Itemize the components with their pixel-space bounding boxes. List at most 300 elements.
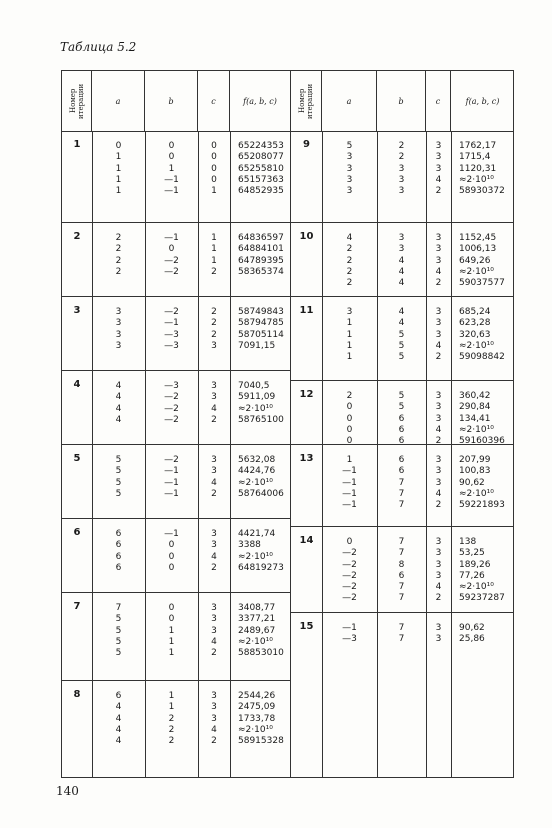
header-f-label: f(a, b, c) — [465, 96, 500, 106]
header-c-label: c — [211, 96, 216, 106]
cell-a: 2 — [346, 244, 353, 255]
cell-b: 0 — [168, 244, 175, 255]
cell-f: 58930372 — [459, 186, 505, 197]
cell-b: —1 — [164, 186, 179, 197]
cell-a: 0 — [346, 436, 353, 447]
cell-b: —1 — [164, 233, 179, 243]
iteration-number: 10 — [299, 231, 314, 242]
iteration-number: 15 — [299, 621, 314, 632]
cell-a: 5 — [115, 625, 122, 636]
cell-a: 4 — [115, 713, 122, 724]
cell-a-column — [322, 391, 377, 447]
cell-b: 3 — [398, 163, 405, 174]
cell-a: 2 — [115, 255, 122, 266]
cell-a: 0 — [346, 537, 353, 547]
header-c-label: c — [435, 96, 441, 106]
cell-c: 1 — [211, 255, 217, 266]
cell-b: 2 — [168, 724, 175, 735]
cell-c: 0 — [211, 163, 217, 174]
cell-f: 1006,13 — [459, 244, 497, 255]
cell-c: 1 — [211, 233, 217, 243]
cell-f: 623,28 — [459, 318, 491, 329]
cell-c-column — [426, 307, 451, 363]
cell-f: ≈2·10¹⁰ — [459, 174, 494, 185]
table-caption: Таблица 5.2 — [60, 40, 137, 54]
cell-f: 3388 — [238, 540, 261, 551]
cell-b: 2 — [398, 141, 405, 151]
cell-a-column — [322, 141, 377, 197]
cell-f: 1762,17 — [459, 141, 497, 151]
cell-f-column — [238, 141, 284, 197]
table-header — [291, 71, 514, 132]
cell-c: 1 — [211, 186, 217, 197]
cell-f: 5632,08 — [238, 455, 276, 465]
cell-a-column — [322, 307, 377, 363]
cell-c: 2 — [435, 436, 442, 447]
header-c — [426, 71, 451, 131]
cell-f: 2475,09 — [238, 702, 276, 713]
cell-b: 7 — [398, 582, 405, 593]
cell-c: 3 — [435, 477, 442, 488]
cell-b-column — [145, 141, 198, 197]
cell-f-column — [459, 455, 505, 511]
cell-f: 189,26 — [459, 559, 491, 570]
cell-c: 3 — [435, 623, 442, 633]
cell-a: 5 — [115, 614, 122, 625]
cell-b: 0 — [168, 141, 175, 151]
header-c — [198, 71, 230, 131]
cell-c: 3 — [435, 455, 442, 465]
cell-f: ≈2·10¹⁰ — [459, 340, 494, 351]
cell-c: 3 — [435, 141, 442, 151]
cell-c: 3 — [211, 455, 217, 465]
cell-a-column — [92, 381, 145, 426]
header-f — [451, 71, 514, 131]
cell-c: 4 — [211, 636, 217, 647]
cell-b: 7 — [398, 500, 405, 511]
cell-f: 360,42 — [459, 391, 491, 401]
cell-a: 5 — [115, 477, 122, 488]
cell-a: 4 — [115, 403, 122, 414]
cell-f-column — [459, 391, 505, 447]
table-left-half — [62, 71, 290, 777]
cell-a: 2 — [115, 266, 122, 277]
cell-f: ≈2·10¹⁰ — [459, 424, 494, 435]
header-a-label: a — [346, 96, 352, 106]
cell-b: 1 — [168, 636, 175, 647]
cell-a: —2 — [342, 582, 357, 593]
cell-b: —2 — [164, 414, 179, 425]
cell-a: 2 — [115, 244, 122, 255]
cell-b: 6 — [398, 436, 405, 447]
cell-c-column — [426, 233, 451, 289]
cell-b: 7 — [398, 548, 405, 559]
cell-c-column — [426, 391, 451, 447]
cell-b: 3 — [398, 174, 405, 185]
cell-c: 3 — [211, 392, 217, 403]
cell-b: 0 — [168, 603, 175, 613]
cell-f: 138 — [459, 537, 477, 547]
cell-a-column — [322, 233, 377, 289]
cell-f: 649,26 — [459, 255, 491, 266]
cell-f-column — [238, 381, 284, 426]
cell-b-column — [377, 307, 426, 363]
header-a-label: a — [115, 96, 121, 106]
cell-a: 2 — [346, 278, 353, 289]
cell-a: 2 — [115, 233, 122, 243]
cell-a: 1 — [346, 455, 353, 465]
cell-c: 0 — [211, 152, 217, 163]
cell-b: 0 — [168, 614, 175, 625]
cell-b-column — [145, 529, 198, 574]
header-iter-label: Номер итерации — [68, 83, 85, 119]
cell-f: 100,83 — [459, 466, 491, 477]
cell-b: —1 — [164, 488, 179, 499]
iteration-group — [62, 131, 290, 223]
cell-a: 2 — [346, 266, 353, 277]
cell-a: 6 — [115, 691, 122, 701]
cell-c: 2 — [435, 352, 442, 363]
cell-c: 4 — [435, 266, 442, 277]
cell-a: 5 — [115, 466, 122, 477]
cell-b: 3 — [398, 186, 405, 197]
cell-b: 1 — [168, 163, 175, 174]
cell-b: 7 — [398, 634, 405, 645]
cell-c-column — [198, 381, 230, 426]
cell-c: 3 — [435, 244, 442, 255]
cell-c: 3 — [435, 402, 442, 413]
cell-f: 1152,45 — [459, 233, 497, 243]
cell-a: 1 — [115, 186, 122, 197]
cell-c: 2 — [435, 593, 442, 604]
cell-a: 3 — [115, 329, 122, 340]
cell-f: 64819273 — [238, 562, 284, 573]
cell-c: 2 — [435, 278, 442, 289]
cell-b: 8 — [398, 559, 405, 570]
cell-a-column — [322, 623, 377, 646]
cell-a: 1 — [115, 163, 122, 174]
cell-b: —1 — [164, 174, 179, 185]
header-iter — [62, 71, 92, 131]
cell-f: 1120,31 — [459, 163, 497, 174]
cell-b: 7 — [398, 537, 405, 547]
cell-c-column — [426, 141, 451, 197]
cell-c: 2 — [211, 329, 217, 340]
cell-f: 58853010 — [238, 648, 284, 659]
cell-f: ≈2·10¹⁰ — [238, 477, 273, 488]
cell-a: 3 — [346, 163, 353, 174]
cell-b: 1 — [168, 625, 175, 636]
cell-b-column — [145, 307, 198, 352]
cell-a: 0 — [346, 402, 353, 413]
cell-c-column — [198, 455, 230, 500]
cell-a: 2 — [346, 255, 353, 266]
iteration-group — [291, 613, 514, 717]
cell-c: 3 — [435, 537, 442, 547]
iteration-number: 1 — [73, 139, 81, 150]
cell-f: 65224353 — [238, 141, 284, 151]
cell-c: 3 — [435, 233, 442, 243]
cell-c: 0 — [211, 141, 217, 151]
cell-b: 6 — [398, 466, 405, 477]
cell-f: 1733,78 — [238, 713, 276, 724]
cell-b: 1 — [168, 648, 175, 659]
cell-b: —3 — [164, 329, 179, 340]
cell-f: 2489,67 — [238, 625, 276, 636]
cell-c-column — [426, 623, 451, 646]
cell-c: 0 — [211, 174, 217, 185]
cell-b-column — [145, 381, 198, 426]
cell-a: 5 — [115, 636, 122, 647]
cell-c: 3 — [435, 163, 442, 174]
cell-b: —1 — [164, 529, 179, 539]
cell-a: —2 — [342, 593, 357, 604]
cell-c-column — [198, 141, 230, 197]
iteration-group — [291, 223, 514, 297]
cell-b: —2 — [164, 307, 179, 317]
cell-c: 2 — [435, 186, 442, 197]
cell-a: 6 — [115, 540, 122, 551]
cell-b: 7 — [398, 488, 405, 499]
cell-b: 6 — [398, 413, 405, 424]
cell-a: 3 — [115, 318, 122, 329]
cell-f: ≈2·10¹⁰ — [238, 403, 273, 414]
cell-a-column — [92, 141, 145, 197]
cell-f: 53,25 — [459, 548, 485, 559]
iteration-number: 3 — [73, 305, 81, 316]
cell-f: 65157363 — [238, 174, 284, 185]
cell-a: 4 — [115, 736, 122, 747]
cell-b-column — [377, 391, 426, 447]
cell-f: 58764006 — [238, 488, 284, 499]
cell-c: 3 — [211, 340, 217, 351]
cell-f: 134,41 — [459, 413, 491, 424]
cell-b: 0 — [168, 551, 175, 562]
cell-f: 207,99 — [459, 455, 491, 465]
cell-a: 4 — [115, 381, 122, 391]
cell-f: ≈2·10¹⁰ — [238, 724, 273, 735]
cell-a-column — [92, 691, 145, 747]
cell-c-column — [198, 691, 230, 747]
cell-a: 3 — [115, 307, 122, 317]
cell-f: ≈2·10¹⁰ — [459, 488, 494, 499]
cell-f: 25,86 — [459, 634, 485, 645]
cell-a-column — [92, 529, 145, 574]
cell-b: 0 — [168, 540, 175, 551]
cell-b-column — [377, 455, 426, 511]
cell-a: —1 — [342, 488, 357, 499]
iteration-group — [62, 519, 290, 593]
cell-a: 1 — [346, 340, 353, 351]
cell-c: 2 — [211, 414, 217, 425]
table-header — [62, 71, 290, 132]
cell-b: 4 — [398, 278, 405, 289]
cell-c: 4 — [211, 477, 217, 488]
cell-b: —1 — [164, 466, 179, 477]
cell-a: 4 — [115, 392, 122, 403]
cell-b: 5 — [398, 340, 405, 351]
cell-a-column — [92, 455, 145, 500]
cell-f-column — [459, 141, 505, 197]
cell-f: 1715,4 — [459, 152, 491, 163]
iteration-number: 2 — [73, 231, 81, 242]
header-f-label: f(a, b, c) — [243, 96, 277, 106]
cell-b: 4 — [398, 318, 405, 329]
cell-f: 290,84 — [459, 402, 491, 413]
cell-c: 3 — [435, 152, 442, 163]
cell-f-column — [238, 529, 284, 574]
cell-f: 65208077 — [238, 152, 284, 163]
cell-a: 3 — [346, 174, 353, 185]
cell-c: 2 — [435, 500, 442, 511]
cell-f: 59160396 — [459, 436, 505, 447]
cell-b-column — [377, 141, 426, 197]
cell-a-column — [92, 603, 145, 659]
cell-a: 2 — [346, 391, 353, 401]
cell-a: 1 — [115, 174, 122, 185]
cell-c: 3 — [211, 540, 217, 551]
cell-c-column — [426, 537, 451, 605]
iteration-number: 4 — [73, 379, 81, 390]
cell-f: 58794785 — [238, 318, 284, 329]
cell-c: 4 — [435, 582, 442, 593]
cell-c: 4 — [211, 551, 217, 562]
cell-b: 0 — [168, 152, 175, 163]
cell-c: 4 — [435, 340, 442, 351]
iteration-group — [291, 297, 514, 381]
cell-b: 5 — [398, 329, 405, 340]
cell-b: —2 — [164, 392, 179, 403]
cell-f: 2544,26 — [238, 691, 276, 701]
cell-f: 685,24 — [459, 307, 491, 317]
cell-c: 3 — [211, 625, 217, 636]
cell-b: 4 — [398, 307, 405, 317]
cell-f: 64852935 — [238, 186, 284, 197]
cell-c-column — [198, 307, 230, 352]
cell-a: 0 — [346, 424, 353, 435]
cell-a: 6 — [115, 562, 122, 573]
cell-c: 4 — [435, 174, 442, 185]
cell-b: 3 — [398, 233, 405, 243]
cell-f: ≈2·10¹⁰ — [238, 551, 273, 562]
page-number: 140 — [56, 784, 79, 798]
cell-a: 3 — [346, 186, 353, 197]
cell-f: ≈2·10¹⁰ — [459, 582, 494, 593]
cell-c: 3 — [211, 713, 217, 724]
cell-b-column — [377, 537, 426, 605]
iteration-group — [291, 527, 514, 613]
cell-f-column — [459, 537, 505, 605]
iteration-number: 14 — [299, 535, 314, 546]
cell-b: —2 — [164, 266, 179, 277]
cell-a: 4 — [115, 724, 122, 735]
cell-c: 3 — [211, 603, 217, 613]
cell-a: 1 — [346, 352, 353, 363]
cell-c-column — [198, 529, 230, 574]
cell-f: 58365374 — [238, 266, 284, 277]
header-b-label: b — [398, 96, 404, 106]
cell-c: 3 — [435, 391, 442, 401]
iteration-group — [62, 681, 290, 777]
cell-b-column — [145, 233, 198, 278]
cell-a: 0 — [115, 141, 122, 151]
cell-c: 3 — [435, 318, 442, 329]
cell-a: 5 — [115, 648, 122, 659]
cell-c: 3 — [435, 634, 442, 645]
cell-f: 320,63 — [459, 329, 491, 340]
header-b — [377, 71, 426, 131]
cell-f-column — [459, 233, 505, 289]
cell-b: 6 — [398, 424, 405, 435]
cell-c: 3 — [435, 255, 442, 266]
cell-c: 3 — [211, 702, 217, 713]
iteration-group — [62, 593, 290, 681]
cell-c: 4 — [435, 424, 442, 435]
cell-a: 5 — [346, 141, 353, 151]
cell-f: 58705114 — [238, 329, 284, 340]
iteration-number: 12 — [299, 389, 314, 400]
header-b — [145, 71, 198, 131]
cell-b: 3 — [398, 244, 405, 255]
cell-c: 4 — [211, 724, 217, 735]
cell-c: 3 — [435, 466, 442, 477]
cell-c: 4 — [211, 403, 217, 414]
cell-b: 4 — [398, 266, 405, 277]
cell-a-column — [322, 455, 377, 511]
iteration-number: 11 — [299, 305, 314, 316]
header-a — [92, 71, 145, 131]
cell-b: 1 — [168, 691, 175, 701]
cell-a: —3 — [342, 634, 357, 645]
cell-c: 3 — [435, 559, 442, 570]
cell-b: 1 — [168, 702, 175, 713]
cell-c: 4 — [435, 488, 442, 499]
header-iter — [291, 71, 322, 131]
header-f — [230, 71, 290, 131]
cell-b-column — [145, 691, 198, 747]
cell-c-column — [198, 233, 230, 278]
iteration-number: 5 — [73, 453, 81, 464]
cell-c: 3 — [435, 307, 442, 317]
cell-c: 2 — [211, 736, 217, 747]
cell-f-column — [238, 455, 284, 500]
cell-c: 3 — [211, 614, 217, 625]
cell-f: 90,62 — [459, 477, 485, 488]
header-iter-label: Номер итерации — [298, 83, 314, 119]
cell-b: 5 — [398, 391, 405, 401]
cell-f: 65255810 — [238, 163, 284, 174]
header-b-label: b — [168, 96, 174, 106]
cell-a-column — [92, 307, 145, 352]
cell-f: 64789395 — [238, 255, 284, 266]
cell-a: 6 — [115, 551, 122, 562]
cell-f: 3408,77 — [238, 603, 276, 613]
cell-f-column — [238, 233, 284, 278]
cell-b: 2 — [168, 713, 175, 724]
cell-b: 5 — [398, 352, 405, 363]
cell-a: 3 — [115, 340, 122, 351]
cell-a: —2 — [342, 559, 357, 570]
table-right-half — [290, 71, 514, 777]
iteration-group — [291, 131, 514, 223]
cell-b: —2 — [164, 403, 179, 414]
cell-f: ≈2·10¹⁰ — [238, 636, 273, 647]
cell-a: 3 — [346, 307, 353, 317]
cell-a: 4 — [346, 233, 353, 243]
cell-a: —1 — [342, 623, 357, 633]
cell-a: 1 — [115, 152, 122, 163]
cell-c: 3 — [435, 329, 442, 340]
